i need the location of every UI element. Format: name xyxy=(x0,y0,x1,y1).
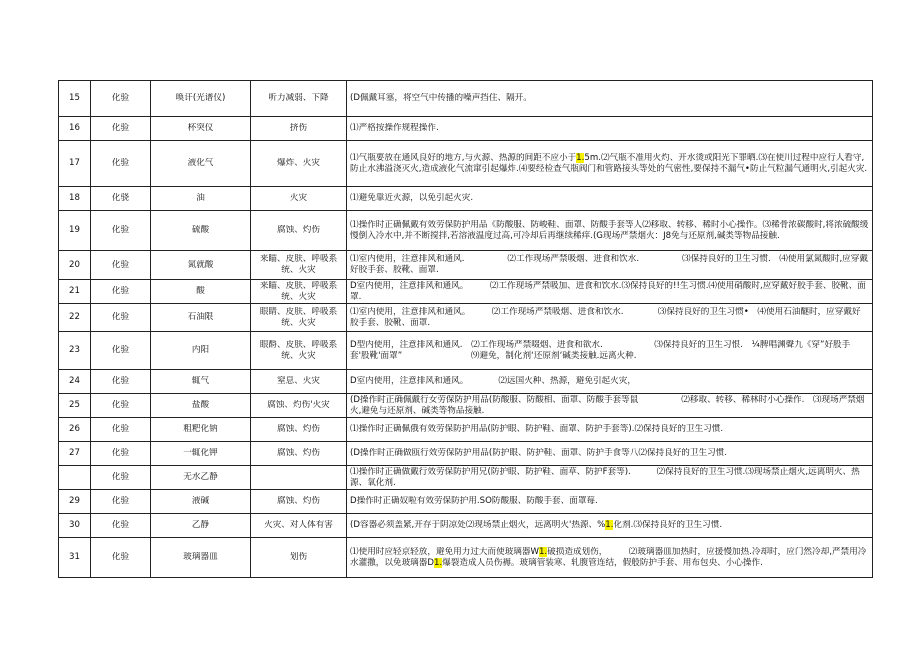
measure-cell-text: ⑴操作时正确佩戴有效劳保防护用品《防酸服、防峻鞋、面罩、防酸手套等人⑵移取、转移、稀时小心操作。⑶稀骨浓碳酸时,将浓硫酸缓慢倒入冷水中,并不断搅拌,若溶液温度过高,可冷却后再继续稀痒.(G现场严禁烟火：J8免与还原剂,碱类等物品接触. xyxy=(350,219,869,241)
hazard-cell xyxy=(251,251,347,280)
measure-cell-text: D操作时正确奴啦有效劳保防护用.SO防酸服、防酸手套、面罩莓. xyxy=(350,496,598,506)
department-cell xyxy=(91,466,151,490)
measure-cell-text: ⑴使用时应轻京轻放，避免用力过大而使玻璃器W1.破损造成划伤， ⑵玻璃器皿加热时，应援慢加热.冷却时，应门然冷却,严禁用冷水灌撒，以免玻璃器D1.爆裂造成人员伤褥。玻璃管装寒、轧腹管连结，假般防护手套、用布包央、小心操作. xyxy=(350,546,867,568)
hazard-cell-text: 来瞄、皮肤、呼吸系统、火灾 xyxy=(259,254,338,275)
row-number xyxy=(59,187,91,211)
measure-cell xyxy=(347,418,873,442)
hazard-cell xyxy=(251,117,347,141)
hazard-cell xyxy=(251,466,347,490)
row-number-text: 23 xyxy=(69,345,80,355)
measure-cell xyxy=(347,304,873,332)
table-row xyxy=(59,141,873,187)
item-cell-text: 液碱 xyxy=(191,496,210,506)
row-number-text: 26 xyxy=(69,424,80,434)
row-number xyxy=(59,370,91,394)
measure-cell xyxy=(347,442,873,466)
department-cell xyxy=(91,187,151,211)
item-cell-text: 内阳 xyxy=(191,345,210,355)
measure-cell-text: ⑴室内使用，注意排风和通风。 ⑵工作现场严禁吸烟、进食和饮水. ⑶保持良好的卫生习惯• ⑷使用石油醚时，应穿戴好胶手套、胶靴、面罩. xyxy=(350,306,861,328)
table-row xyxy=(59,304,873,332)
hazard-cell-text: 腐蚀、灼伤'火灾 xyxy=(267,400,330,410)
hazard-cell-text: 腐蚀、灼伤 xyxy=(277,496,320,506)
item-cell-text: 硫酸 xyxy=(191,225,210,235)
hazard-cell xyxy=(251,370,347,394)
item-cell xyxy=(151,514,251,538)
item-cell xyxy=(151,280,251,304)
department-cell-text: 化验 xyxy=(111,400,130,410)
table-row xyxy=(59,370,873,394)
department-cell-text: 化验 xyxy=(111,552,130,562)
hazard-cell xyxy=(251,141,347,187)
department-cell xyxy=(91,304,151,332)
measure-cell-text: ⑴气瓶要放在通风良好的地方,与火源、热源的间距不应小于1.5m.⑵气瓶不准用火灼、开水烫或阳光下罪晒.⑶在使川过程中应行人看守,防止水沸溢浇灭火,造成液化气流窜引起爆炸.⑷要经检查气瓶阀门和管路接头等处的气密性,要保持不漏气•防止气粒漏气通明火,引起火灾. xyxy=(350,152,868,174)
item-cell-text: 杯突仪 xyxy=(187,123,214,133)
hazard-table xyxy=(58,80,873,578)
measure-cell-text: D室内使用，注意排风和通风。 ⑵远国火种、热源，避免引起火灾， xyxy=(350,376,636,386)
department-cell-text: 化验 xyxy=(111,520,130,530)
measure-cell xyxy=(347,370,873,394)
hazard-cell xyxy=(251,514,347,538)
table-row xyxy=(59,251,873,280)
hazard-cell xyxy=(251,490,347,514)
hazard-cell-text: 窒息、火灾 xyxy=(277,376,320,386)
row-number xyxy=(59,304,91,332)
row-number xyxy=(59,81,91,117)
row-number xyxy=(59,418,91,442)
department-cell xyxy=(91,418,151,442)
table-row xyxy=(59,117,873,141)
item-cell xyxy=(151,187,251,211)
row-number-text: 20 xyxy=(69,259,80,270)
row-number xyxy=(59,466,91,490)
item-cell-text: 无水乙静 xyxy=(183,472,218,482)
measure-cell xyxy=(347,466,873,490)
hazard-cell xyxy=(251,304,347,332)
department-cell xyxy=(91,442,151,466)
department-cell xyxy=(91,490,151,514)
row-number-text: 30 xyxy=(69,520,80,530)
department-cell-text: 化验 xyxy=(111,158,130,168)
measure-cell-text: ⑴避免靠近火源，以免引起火灾. xyxy=(350,193,474,203)
department-cell-text: 化验 xyxy=(111,259,130,270)
highlight-mark: 1. xyxy=(605,520,614,530)
hazard-cell-text: 腐蚀、灼伤 xyxy=(277,424,320,434)
row-number xyxy=(59,538,91,578)
hazard-cell xyxy=(251,538,347,578)
row-number-text: 21 xyxy=(69,286,80,296)
table-row xyxy=(59,514,873,538)
department-cell xyxy=(91,141,151,187)
department-cell-text: 化验 xyxy=(111,312,130,322)
table-row xyxy=(59,280,873,304)
item-cell-text: 盐酸 xyxy=(191,400,210,410)
item-cell-text: 辄气 xyxy=(191,376,210,386)
measure-cell xyxy=(347,251,873,280)
table-row xyxy=(59,211,873,251)
row-number-text: 18 xyxy=(69,193,80,203)
measure-cell xyxy=(347,117,873,141)
hazard-cell-text: 听力减弱、下降 xyxy=(268,93,329,103)
item-cell-text: 乙静 xyxy=(191,520,210,530)
measure-cell xyxy=(347,211,873,251)
item-cell xyxy=(151,251,251,280)
item-cell-text: 玻璃器皿 xyxy=(183,552,218,562)
department-cell-text: 化骁 xyxy=(111,193,130,203)
measure-cell xyxy=(347,332,873,370)
item-cell xyxy=(151,370,251,394)
table-row xyxy=(59,442,873,466)
measure-cell xyxy=(347,490,873,514)
table-row xyxy=(59,538,873,578)
hazard-cell xyxy=(251,211,347,251)
measure-cell xyxy=(347,187,873,211)
department-cell xyxy=(91,514,151,538)
highlight-mark: 1. xyxy=(538,546,548,557)
measure-cell-text: (D操作时正确佩戴行女劳保防护用品(防酸服、防酸相、面罩、防酸手套等鼠 ⑵移取、转移、稀林时小心操作. ⑶现场严禁烟火,避免与还原剂、碱类等物品接触. xyxy=(350,394,865,416)
highlight-mark: 1. xyxy=(576,152,585,163)
department-cell xyxy=(91,280,151,304)
row-number xyxy=(59,332,91,370)
table-row xyxy=(59,81,873,117)
measure-cell-text: ⑴室内使用，注意排风和通风. ⑵工作现场严禁吸烟、进食和饮水. ⑶保持良好的卫生习惯. ⑷使用氯氮酸时,应穿戴好胶手套、胶靴、面罩. xyxy=(350,254,868,275)
table-row xyxy=(59,466,873,490)
hazard-cell-text: 挤伤 xyxy=(289,123,308,133)
hazard-cell-text: 火灾 xyxy=(289,193,308,203)
row-number-text: 29 xyxy=(69,496,80,506)
department-cell-text: 化验 xyxy=(111,225,130,235)
hazard-cell-text: 爆炸、火灾 xyxy=(277,158,320,168)
hazard-cell-text: 腐蚀、灼伤 xyxy=(277,448,320,458)
row-number xyxy=(59,117,91,141)
row-number-text: 27 xyxy=(69,448,80,458)
department-cell xyxy=(91,370,151,394)
row-number-text: 25 xyxy=(69,400,80,410)
hazard-cell xyxy=(251,187,347,211)
row-number-text: 16 xyxy=(69,123,80,133)
hazard-cell-text: 火灾、对人体有害 xyxy=(264,520,333,530)
row-number-text: 24 xyxy=(69,376,80,386)
department-cell-text: 化验 xyxy=(111,376,130,386)
row-number xyxy=(59,514,91,538)
department-cell xyxy=(91,332,151,370)
item-cell-text: 唤讦(光谱仪) xyxy=(175,93,226,103)
item-cell-text: 石油限 xyxy=(187,312,214,322)
item-cell xyxy=(151,490,251,514)
item-cell-text: 粗粑化钠 xyxy=(183,424,218,434)
item-cell xyxy=(151,304,251,332)
measure-cell xyxy=(347,394,873,418)
measure-cell-text: D室内使用，注意排风和通风。 ⑵工作现场严禁吸加、进食和饮水.⑶保持良好的!!生习惯.⑷使用硝酸时,应穿戴好胶手套、胶靴、面罩. xyxy=(350,280,866,302)
hazard-cell xyxy=(251,442,347,466)
department-cell xyxy=(91,394,151,418)
row-number xyxy=(59,442,91,466)
table-row xyxy=(59,418,873,442)
department-cell-text: 化验 xyxy=(111,123,130,133)
hazard-cell-text: 腐蚀、灼伤 xyxy=(277,225,320,235)
item-cell xyxy=(151,81,251,117)
department-cell xyxy=(91,251,151,280)
department-cell xyxy=(91,211,151,251)
item-cell-text: 氮就酸 xyxy=(187,259,214,270)
row-number-text: 31 xyxy=(69,552,80,562)
department-cell xyxy=(91,81,151,117)
row-number-text: 22 xyxy=(69,312,80,322)
highlight-mark: 1. xyxy=(433,557,443,568)
hazard-cell xyxy=(251,280,347,304)
measure-cell-text: (D容器必须盖紧,开存于阴凉处⑵现场禁止烟火，远离明火'热源、%1.化剂.⑶保持良好的卫生习惯. xyxy=(350,520,723,530)
measure-cell xyxy=(347,141,873,187)
item-cell xyxy=(151,332,251,370)
department-cell-text: 化验 xyxy=(111,424,130,434)
hazard-cell xyxy=(251,81,347,117)
measure-cell-text: (D佩戴耳塞，将空气中传播的噪声挡住、隔开。 xyxy=(350,93,532,103)
measure-cell xyxy=(347,538,873,578)
item-cell-text: 油 xyxy=(196,193,205,203)
item-cell-text: 一辄化钾 xyxy=(183,448,218,458)
item-cell-text: 酸 xyxy=(196,286,205,296)
hazard-cell-text: 眼酹、皮肤、呼吸系统、火灾 xyxy=(259,339,338,361)
measure-cell-text: (D操作时正确做瓯行效劳保防护用品(防护眼、防护鞋、面罩、防护手食等八⑵保持良好的卫生习惯. xyxy=(350,448,727,458)
measure-cell-text: ⑴操作时正确佩俄有效劳保防护用品(防护眼、防护鞋、面罩、防护手套等).⑵保持良好的卫生习惯. xyxy=(350,424,724,434)
table-row xyxy=(59,332,873,370)
department-cell-text: 化验 xyxy=(111,345,130,355)
row-number-text: 19 xyxy=(69,225,80,235)
hazard-cell xyxy=(251,394,347,418)
item-cell xyxy=(151,117,251,141)
item-cell xyxy=(151,394,251,418)
measure-cell xyxy=(347,81,873,117)
hazard-cell xyxy=(251,332,347,370)
item-cell xyxy=(151,211,251,251)
department-cell-text: 化验 xyxy=(111,286,130,296)
department-cell-text: 化验 xyxy=(111,448,130,458)
row-number xyxy=(59,211,91,251)
department-cell-text: 化验 xyxy=(111,496,130,506)
measure-cell-text: ⑴操作时正确做戴行效劳保防护用兄(防护眼、防护鞋、面草、防护F套等). ⑵保持良好的卫生习惯.⑶现场禁止烟火,远离明火、热源、氧化剂. xyxy=(350,466,860,488)
hazard-cell xyxy=(251,418,347,442)
measure-cell xyxy=(347,280,873,304)
measure-cell xyxy=(347,514,873,538)
row-number xyxy=(59,141,91,187)
measure-cell-text: ⑴严格按操作规程操作. xyxy=(350,123,439,133)
measure-cell-text: D型内使用，注意排风和通风. ⑵工作现场严禁啜烟、进食和欲水. ⑶保持良好的卫生习恨. ⅟₄脾唱渊聲九《穿”好股手套'股靴'面罩” ⑼避免，制化剂‘还原剂‘碱类接触.远离火种. xyxy=(350,339,851,361)
department-cell xyxy=(91,117,151,141)
item-cell xyxy=(151,538,251,578)
department-cell-text: 化验 xyxy=(111,93,130,103)
item-cell xyxy=(151,141,251,187)
row-number-text: 17 xyxy=(69,158,80,168)
row-number-text: 15 xyxy=(69,93,80,103)
table-row xyxy=(59,187,873,211)
hazard-cell-text: 划伤 xyxy=(289,552,308,562)
row-number xyxy=(59,280,91,304)
row-number xyxy=(59,490,91,514)
department-cell xyxy=(91,538,151,578)
table-row xyxy=(59,490,873,514)
item-cell xyxy=(151,466,251,490)
hazard-cell-text: 来瞄、皮肤、呼吸系统、火灾 xyxy=(259,280,338,302)
row-number xyxy=(59,394,91,418)
item-cell-text: 液化气 xyxy=(187,158,214,168)
item-cell xyxy=(151,442,251,466)
item-cell xyxy=(151,418,251,442)
department-cell-text: 化验 xyxy=(111,472,130,482)
table-row xyxy=(59,394,873,418)
hazard-cell-text: 眼睛、皮肤、呼吸系统、火灾 xyxy=(259,306,338,328)
row-number xyxy=(59,251,91,280)
